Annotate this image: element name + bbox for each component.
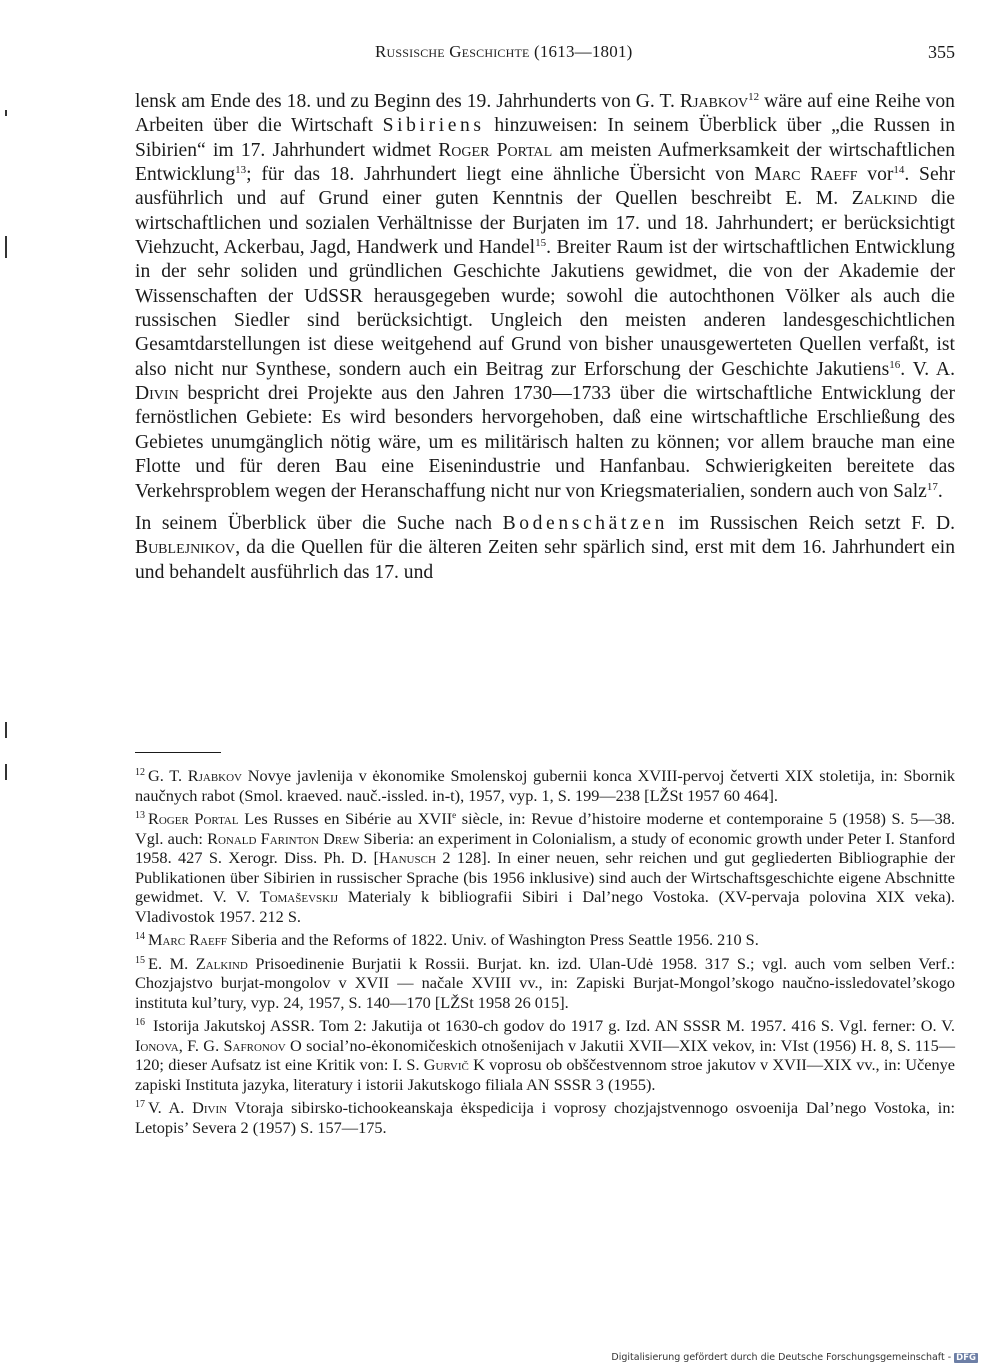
text-run: vor — [857, 164, 894, 186]
author-name: Marc Raeff — [148, 930, 227, 949]
author-name: Safronov — [223, 1035, 286, 1055]
footnote-text: Les Russes en Sibérie au XVII — [238, 809, 453, 828]
page-number: 355 — [928, 42, 955, 62]
digitization-credit — [611, 1352, 978, 1363]
text-run: In seinem Überblick über die Suche nach — [135, 512, 503, 534]
author-name: V. A. Divin — [148, 1098, 228, 1117]
footnote-ref: 12 — [748, 91, 760, 103]
text-run: hinzuweisen: In seinem Überblick über „die Russen in Sibirien“ im 17. Jahrhundert widmet — [135, 115, 955, 161]
margin-mark — [5, 764, 7, 780]
footnote-text: siècle, in: Revue d’histoire moderne et contemporaine 5 (1958) S. 5—38. Vgl. auch: — [135, 809, 956, 848]
footnote-number: 12 — [135, 767, 145, 778]
superscript: e — [452, 810, 457, 820]
footnote-text: K voprosu ob obščestvennom stroe jakutov v XVII—XIX vv., in: Učenye zapiski Instituta jazyka, literatury i istorii Jakutskogo filiala AN SSSR 3 (1955). — [135, 1055, 955, 1094]
footnote-number: 15 — [135, 954, 145, 966]
author-name: Ionova — [135, 1035, 179, 1055]
footnote-text: Siberia: an experiment in Colonialism, a study of economic growth under Peter I. Stanford 1958. 427 S. Xerogr. Diss. Ph. D. [ — [135, 828, 956, 867]
footnote-number: 16 — [135, 1017, 145, 1028]
text-run: . V. A. — [900, 358, 955, 380]
author-name: Bublejnikov — [135, 537, 236, 559]
footnote-ref: 15 — [535, 237, 547, 250]
footnote-ref: 13 — [235, 164, 247, 177]
author-name: Gurvič — [423, 1055, 469, 1074]
text-run: wäre auf eine Reihe von Arbeiten über die Wirtschaft — [135, 91, 955, 137]
footnote-14 — [135, 930, 955, 950]
author-name: Hanusch — [378, 848, 436, 867]
footnote-number: 14 — [135, 931, 145, 942]
author-name: Tomaševskij — [259, 887, 339, 906]
footnote-text: 2 128]. In einer neuen, sehr reichen und gut gegliederten Bibliographie der Publikationen über Sibirien in russischer Sprache (bis 1956 inklusive) sind auch der Wirtschaftsgeschichte eigene Abschnitte gewidmet. V. V. — [135, 848, 956, 906]
dfg-logo: DFG — [956, 1353, 976, 1363]
emphasized-word: Sibiriens — [382, 115, 485, 137]
author-name: E. M. Zalkind — [148, 953, 248, 973]
author-name: Roger Portal — [438, 139, 553, 161]
footnote-number: 13 — [135, 810, 145, 821]
margin-mark — [5, 722, 7, 738]
footnote-text: Istorija Jakutskoj ASSR. Tom 2: Jakutija ot 1630-ch godov do 1917 g. Izd. AN SSSR M. 1957. 416 S. Vgl. ferner: O. V. — [148, 1016, 955, 1035]
footnote-16 — [135, 1016, 955, 1094]
margin-mark — [5, 110, 7, 116]
text-run: . Sehr ausführlich und auf Grund einer guten Kenntnis der Quellen beschreibt E. M. — [135, 164, 955, 210]
paragraph — [135, 90, 955, 504]
footnote-text: O social’no-ėkonomičeskich otnošenijach v Jakutii XVII—XIX vekov, in: VIst (1956) H. 8, S. 115—120; dieser Aufsatz ist eine Kritik von: I. S. — [135, 1035, 955, 1074]
text-run: ; für das 18. Jahrhundert liegt eine ähnliche Übersicht von — [246, 164, 755, 186]
text-run: . — [937, 480, 943, 502]
text-run: , da die Quellen für die älteren Zeiten sehr spärlich sind, erst mit dem 16. Jahrhundert ein und behandelt ausführlich das 17. und — [135, 537, 955, 583]
credit-text: Digitalisierung gefördert durch die Deutsche Forschungsgemeinschaft - — [611, 1352, 952, 1363]
author-name: G. T. Rjabkov — [148, 766, 242, 785]
emphasized-word: Bodenschätzen — [502, 512, 668, 534]
page-header — [135, 42, 955, 70]
footnote-ref: 16 — [889, 358, 901, 371]
footnote-separator — [135, 752, 221, 753]
footnote-ref: 14 — [893, 164, 905, 177]
text-run: die wirtschaftlichen und sozialen Verhältnisse der Burjaten im 17. und 18. Jahrhundert; er berücksichtigt Viehzucht, Ackerbau, Jagd, Handwerk und Handel — [135, 188, 955, 259]
margin-mark — [5, 236, 7, 258]
footnote-text: , F. G. — [178, 1035, 224, 1055]
footnote-number: 17 — [135, 1099, 145, 1110]
author-name: Ronald Farinton Drew — [207, 828, 360, 848]
footnotes — [135, 766, 955, 1141]
footnote-text: Siberia and the Reforms of 1822. Univ. of Washington Press Seattle 1956. 210 S. — [226, 930, 759, 949]
footnote-text: Vtoraja sibirsko-tichookeanskaja ėkspedicija i voprosy chozjajstvennogo osvoenija Dal’nego Vostoka, in: Letopis’ Severa 2 (1957) S. 157—175. — [135, 1098, 955, 1137]
footnote-text: Materialy k bibliografii Sibiri i Dal’nego Vostoka. (XV-pervaja polovina XIX veka). Vladivostok 1957. 212 S. — [135, 887, 955, 926]
footnote-ref: 17 — [926, 480, 938, 493]
author-name: Zalkind — [851, 188, 918, 210]
author-name: Roger Portal — [148, 809, 239, 828]
footnote-text: Novye javlenija v ėkonomike Smolenskoj gubernii konca XVIII-pervoj četverti XIX stoletija, in: Sbornik naučnych rabot (Smol. kraeved. nauč.-issled. in-t), 1957, vyp. 1, S. 199—238 [LŽSt 1957 60 464]. — [135, 766, 956, 805]
author-name: Divin — [135, 383, 179, 405]
footnote-12 — [135, 766, 955, 805]
text-run: im Russischen Reich setzt F. D. — [668, 512, 955, 534]
text-run: bespricht drei Projekte aus den Jahren 1730—1733 über die wirtschaftliche Entwicklung der fernöstlichen Gebiete: Es wird besonders hervorgehoben, daß eine wirtschaftliche Erschließung des Gebietes unumgänglich nötig wäre, um es militärisch halten zu können; vor allem brauche man eine Flotte und für deren Bau eine Eisenindustrie und Hanfanbau. Schwierigkeiten bereitete das Verkehrsproblem wegen der Heranschaffung nicht nur von Kriegsmaterialien, sondern auch von Salz — [135, 383, 955, 502]
author-name: Rjabkov — [679, 91, 749, 112]
running-title: Russische Geschichte (1613—1801) — [375, 42, 633, 61]
body-text — [135, 90, 955, 585]
paragraph — [135, 512, 955, 585]
footnote-15 — [135, 954, 955, 1013]
text-run: am meisten Aufmerksamkeit der wirtschaftlichen Entwicklung — [135, 139, 955, 186]
footnote-text: Prisoedinenie Burjatii k Rossii. Burjat. kn. izd. Ulan-Udė 1958. 317 S.; vgl. auch vom selben Verf.: Chozjajstvo burjat-mongolov v XVII — načale XVIII vv., in: Zapiski Burjat-Mongol’skogo naučno-issledovatel’skogo instituta kul’tury, vyp. 24, 1957, S. 140—170 [LŽSt 1958 26 015]. — [135, 953, 955, 1012]
footnote-17 — [135, 1098, 955, 1137]
footnote-13 — [135, 809, 955, 926]
author-name: Marc Raeff — [754, 164, 858, 186]
text-run: lensk am Ende des 18. und zu Beginn des 19. Jahrhunderts von G. T. — [135, 91, 680, 112]
text-run: . Breiter Raum ist der wirtschaftlichen Entwicklung in der sehr soliden und gründlichen Geschichte Jakutiens gewidmet, die von der Akademie der Wissenschaften der UdSSR herausgegeben wurde; sowohl die autochthonen Völker als auch die russischen Siedler sind berücksichtigt. Ungleich den meisten anderen landesgeschichtlichen Gesamtdarstellungen ist diese weitgehend auf Grund von bisher unausgewerteten Quellen verfaßt, ist also nicht nur Synthese, sondern auch ein Beitrag zur Erforschung der Geschichte Jakutiens — [135, 237, 955, 380]
